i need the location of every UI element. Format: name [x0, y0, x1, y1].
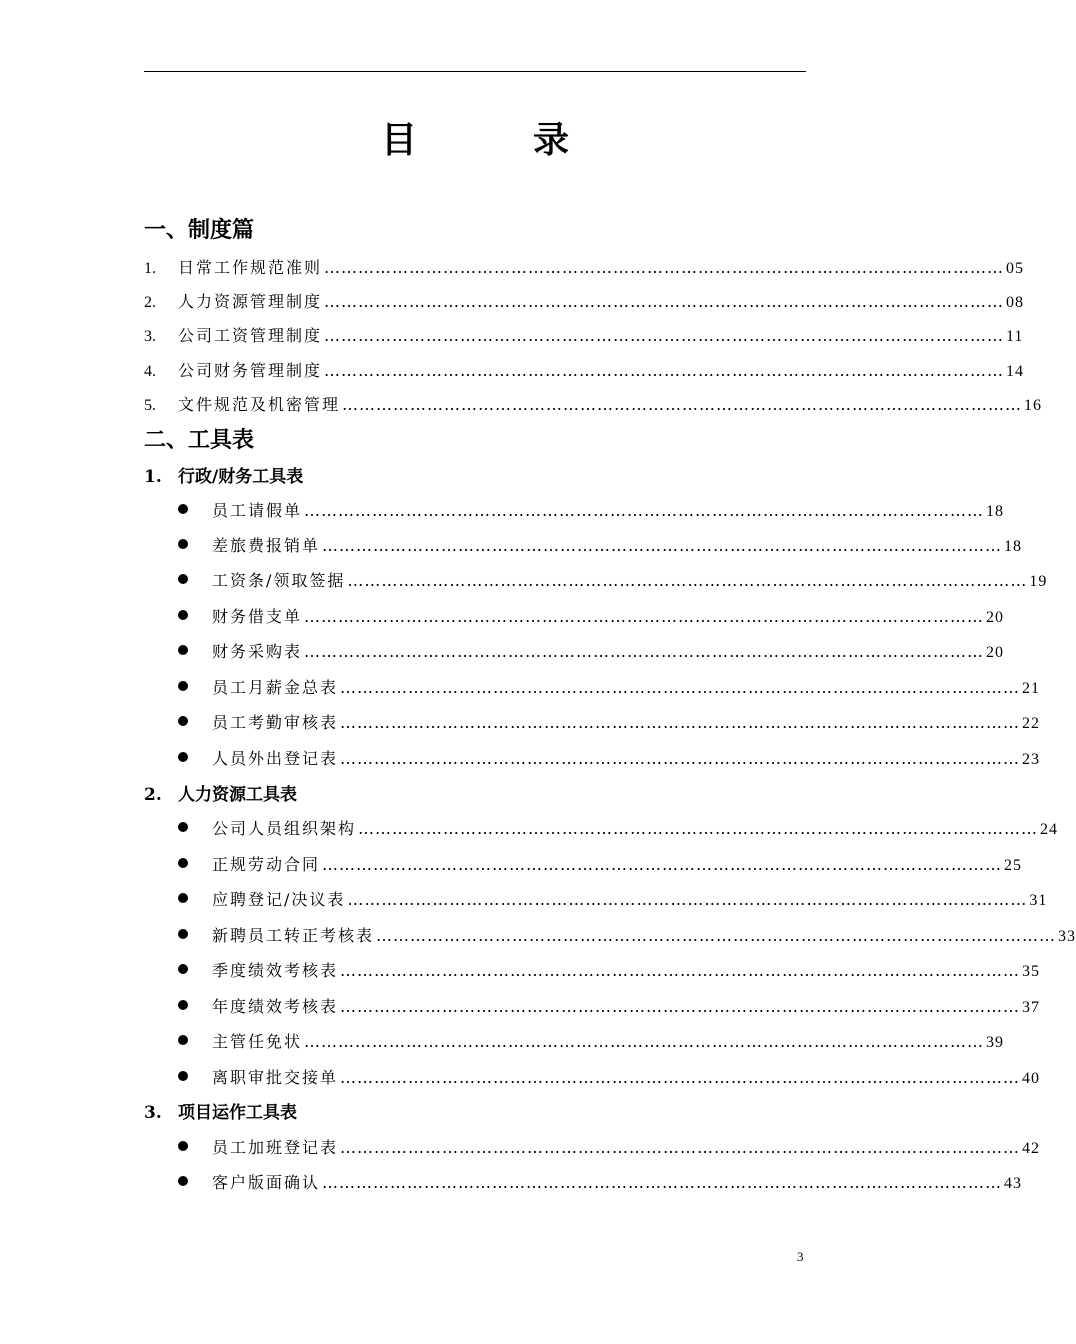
item-page: 37	[1022, 999, 1041, 1016]
page-number: 3	[797, 1249, 804, 1264]
item-label: 年度绩效考核表	[212, 997, 339, 1016]
item-page: 42	[1022, 1140, 1041, 1157]
item-label: 应聘登记/决议表	[212, 890, 346, 909]
toc-item[interactable]	[178, 996, 1041, 1019]
item-label: 新聘员工转正考核表	[212, 926, 375, 945]
leader-dots: …………………………………………………………………………………………………………	[340, 961, 1021, 980]
item-label: 公司人员组织架构	[212, 819, 357, 838]
leader-dots: …………………………………………………………………………………………………………	[324, 361, 1005, 380]
toc-item[interactable]	[178, 606, 1005, 629]
leader-dots: …………………………………………………………………………………………………………	[304, 1032, 985, 1051]
subsection-heading	[144, 465, 303, 489]
toc-item[interactable]	[178, 1067, 1041, 1090]
leader-dots: …………………………………………………………………………………………………………	[322, 855, 1003, 874]
item-label: 客户版面确认	[212, 1173, 321, 1192]
item-label: 员工请假单	[212, 501, 303, 520]
toc-item[interactable]	[178, 748, 1041, 771]
entry-page: 05	[1006, 260, 1025, 277]
item-page: 21	[1022, 680, 1041, 697]
toc-item[interactable]	[178, 925, 1076, 948]
entry-label: 公司财务管理制度	[178, 361, 323, 380]
toc-item[interactable]	[178, 854, 1023, 877]
item-label: 主管任免状	[212, 1032, 303, 1051]
leader-dots: …………………………………………………………………………………………………………	[322, 1173, 1003, 1192]
entry-number: 4.	[144, 363, 156, 380]
toc-item[interactable]	[178, 1137, 1041, 1160]
leader-dots: …………………………………………………………………………………………………………	[340, 1068, 1021, 1087]
item-page: 22	[1022, 715, 1041, 732]
leader-dots: …………………………………………………………………………………………………………	[340, 713, 1021, 732]
toc-item[interactable]	[178, 712, 1041, 735]
item-page: 20	[986, 609, 1005, 626]
section-heading-2: 二、工具表	[144, 427, 255, 453]
toc-item[interactable]	[178, 818, 1059, 841]
item-page: 19	[1029, 573, 1048, 590]
entry-page: 14	[1006, 363, 1025, 380]
toc-item[interactable]	[178, 960, 1041, 983]
leader-dots: …………………………………………………………………………………………………………	[340, 1138, 1021, 1157]
item-label: 差旅费报销单	[212, 536, 321, 555]
toc-item[interactable]	[178, 641, 1005, 664]
entry-page: 08	[1006, 294, 1025, 311]
item-page: 20	[986, 644, 1005, 661]
toc-item[interactable]	[178, 677, 1041, 700]
leader-dots: …………………………………………………………………………………………………………	[304, 501, 985, 520]
item-label: 正规劳动合同	[212, 855, 321, 874]
leader-dots: …………………………………………………………………………………………………………	[304, 642, 985, 661]
item-label: 季度绩效考核表	[212, 961, 339, 980]
subsection-title: 人力资源工具表	[178, 785, 297, 805]
entry-page: 11	[1006, 328, 1024, 345]
item-label: 人员外出登记表	[212, 749, 339, 768]
leader-dots: …………………………………………………………………………………………………………	[347, 571, 1028, 590]
toc-entry[interactable]	[144, 360, 1025, 383]
item-page: 39	[986, 1034, 1005, 1051]
subsection-heading	[144, 783, 297, 807]
leader-dots: …………………………………………………………………………………………………………	[340, 997, 1021, 1016]
entry-number: 1.	[144, 260, 156, 277]
toc-title: 目 录	[380, 119, 609, 161]
item-label: 离职审批交接单	[212, 1068, 339, 1087]
item-page: 24	[1040, 821, 1059, 838]
toc-item[interactable]	[178, 570, 1048, 593]
item-page: 40	[1022, 1070, 1041, 1087]
subsection-number: 1.	[144, 467, 162, 487]
item-page: 18	[986, 503, 1005, 520]
leader-dots: …………………………………………………………………………………………………………	[322, 536, 1003, 555]
leader-dots: …………………………………………………………………………………………………………	[342, 395, 1023, 414]
item-page: 33	[1058, 928, 1076, 945]
item-page: 23	[1022, 751, 1041, 768]
leader-dots: …………………………………………………………………………………………………………	[376, 926, 1057, 945]
subsection-heading	[144, 1101, 297, 1125]
entry-label: 公司工资管理制度	[178, 326, 323, 345]
item-label: 员工加班登记表	[212, 1138, 339, 1157]
entry-number: 5.	[144, 397, 156, 414]
item-label: 财务采购表	[212, 642, 303, 661]
leader-dots: …………………………………………………………………………………………………………	[358, 819, 1039, 838]
subsection-title: 行政/财务工具表	[178, 467, 304, 487]
toc-entry[interactable]	[144, 291, 1025, 314]
toc-entry[interactable]	[144, 257, 1025, 280]
toc-item[interactable]	[178, 1172, 1023, 1195]
header-rule	[144, 71, 806, 72]
leader-dots: …………………………………………………………………………………………………………	[340, 678, 1021, 697]
toc-item[interactable]	[178, 500, 1005, 523]
leader-dots: …………………………………………………………………………………………………………	[324, 292, 1005, 311]
item-page: 25	[1004, 857, 1023, 874]
item-page: 18	[1004, 538, 1023, 555]
subsection-number: 3.	[144, 1103, 162, 1123]
entry-label: 人力资源管理制度	[178, 292, 323, 311]
entry-label: 日常工作规范准则	[178, 258, 323, 277]
item-label: 员工考勤审核表	[212, 713, 339, 732]
subsection-number: 2.	[144, 785, 162, 805]
entry-number: 2.	[144, 294, 156, 311]
leader-dots: …………………………………………………………………………………………………………	[324, 258, 1005, 277]
leader-dots: …………………………………………………………………………………………………………	[304, 607, 985, 626]
leader-dots: …………………………………………………………………………………………………………	[347, 890, 1028, 909]
toc-entry[interactable]	[144, 394, 1043, 417]
entry-label: 文件规范及机密管理	[178, 395, 341, 414]
item-page: 35	[1022, 963, 1041, 980]
toc-entry[interactable]	[144, 325, 1024, 348]
entry-page: 16	[1024, 397, 1043, 414]
item-page: 31	[1029, 892, 1048, 909]
toc-item[interactable]	[178, 1031, 1005, 1054]
item-page: 43	[1004, 1175, 1023, 1192]
item-label: 员工月薪金总表	[212, 678, 339, 697]
leader-dots: …………………………………………………………………………………………………………	[324, 326, 1005, 345]
leader-dots: …………………………………………………………………………………………………………	[340, 749, 1021, 768]
subsection-title: 项目运作工具表	[178, 1103, 297, 1123]
entry-number: 3.	[144, 328, 156, 345]
item-label: 工资条/领取签据	[212, 571, 346, 590]
item-label: 财务借支单	[212, 607, 303, 626]
section-heading-1: 一、制度篇	[144, 217, 255, 243]
toc-item[interactable]	[178, 889, 1048, 912]
toc-item[interactable]	[178, 535, 1023, 558]
